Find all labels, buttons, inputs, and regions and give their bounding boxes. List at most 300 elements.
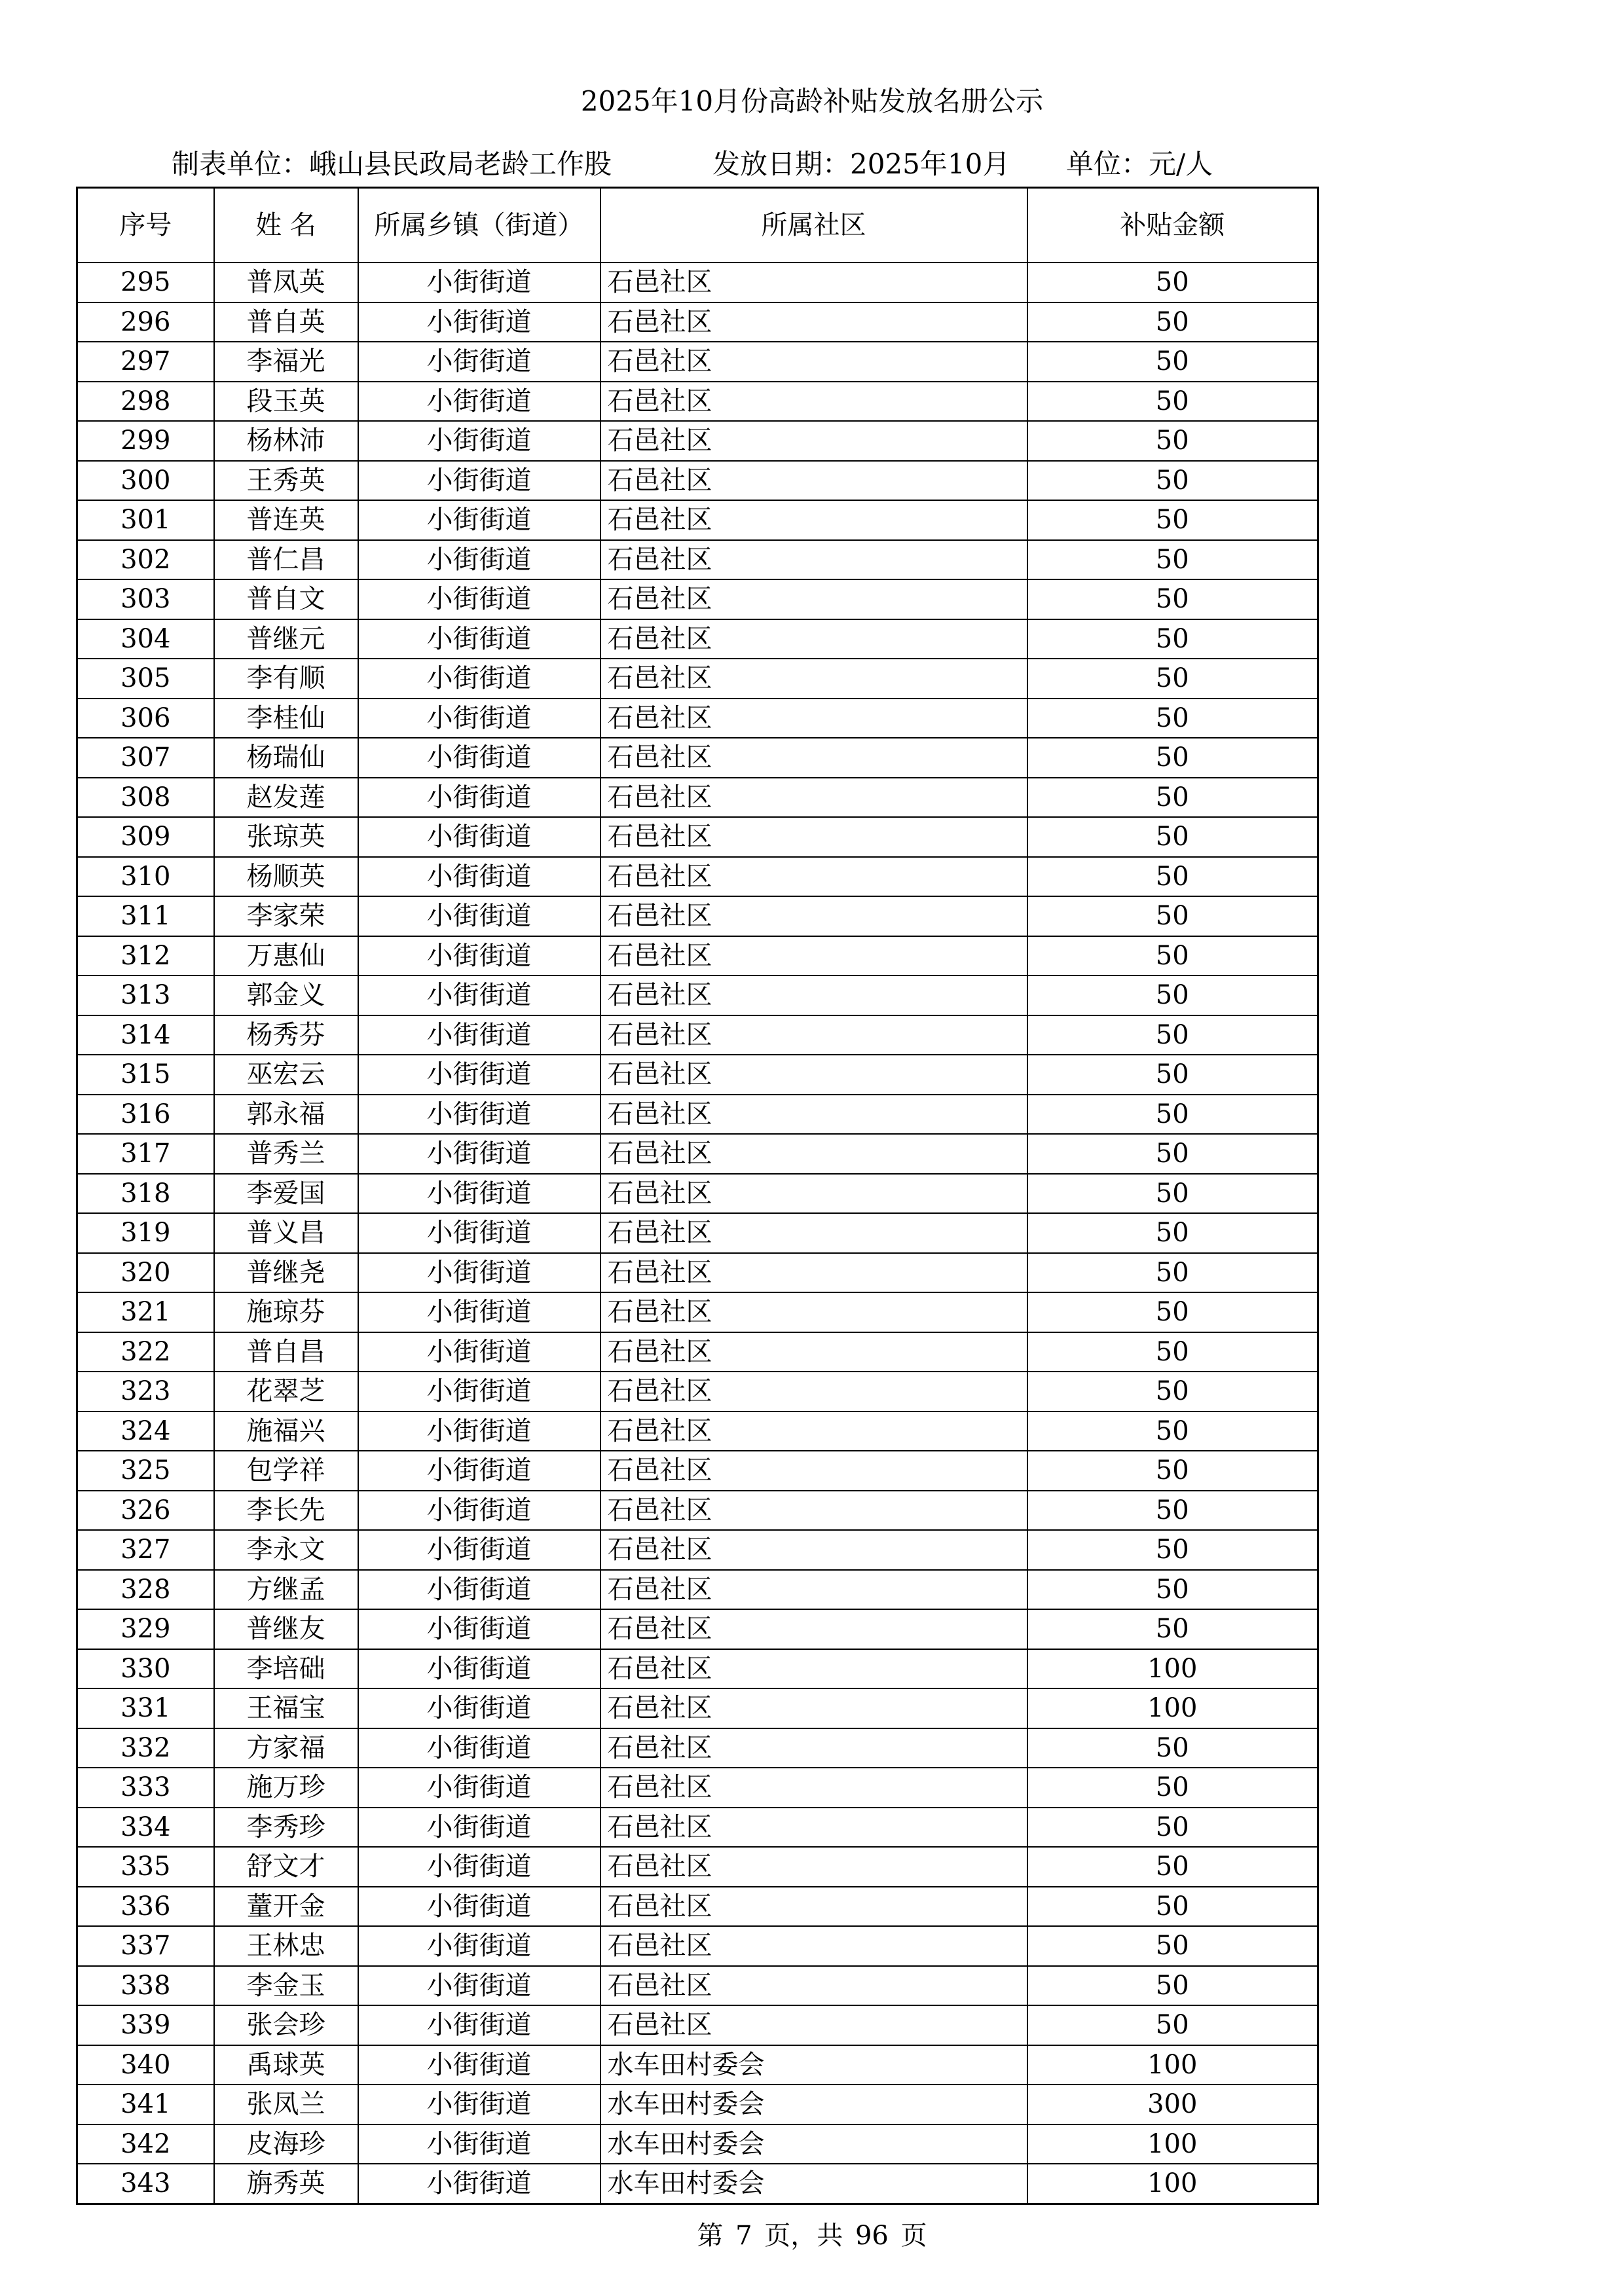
table-row <box>77 1728 1318 1768</box>
table-row <box>77 342 1318 382</box>
table-row <box>77 1213 1318 1253</box>
serial-number-cell: 310 <box>77 857 214 897</box>
serial-number-cell: 331 <box>77 1688 214 1728</box>
community-cell: 水车田村委会 <box>600 2124 1027 2164</box>
subsidy-amount-cell: 50 <box>1027 738 1318 778</box>
community-cell: 石邑社区 <box>600 1847 1027 1887</box>
table-row <box>77 1451 1318 1491</box>
name-cell: 张凤兰 <box>214 2085 358 2124</box>
table-row <box>77 1887 1318 1927</box>
name-cell: 方继孟 <box>214 1570 358 1610</box>
table-row <box>77 1015 1318 1055</box>
township-cell: 小街街道 <box>358 1332 600 1372</box>
name-cell: 蕫开金 <box>214 1887 358 1927</box>
table-row <box>77 1055 1318 1095</box>
header-serial-number: 序号 <box>77 188 214 263</box>
township-cell: 小街街道 <box>358 778 600 818</box>
name-cell: 杨林沛 <box>214 421 358 461</box>
community-cell: 石邑社区 <box>600 896 1027 936</box>
serial-number-cell: 314 <box>77 1015 214 1055</box>
subsidy-amount-cell: 50 <box>1027 500 1318 540</box>
name-cell: 施琼芬 <box>214 1292 358 1332</box>
name-cell: 李永文 <box>214 1530 358 1570</box>
table-row <box>77 302 1318 342</box>
township-cell: 小街街道 <box>358 817 600 857</box>
table-row <box>77 1253 1318 1293</box>
community-cell: 石邑社区 <box>600 1926 1027 1966</box>
subsidy-amount-cell: 50 <box>1027 1609 1318 1649</box>
township-cell: 小街街道 <box>358 1372 600 1412</box>
township-cell: 小街街道 <box>358 1728 600 1768</box>
township-cell: 小街街道 <box>358 975 600 1015</box>
township-cell: 小街街道 <box>358 1412 600 1451</box>
township-cell: 小街街道 <box>358 659 600 699</box>
table-row <box>77 659 1318 699</box>
table-row <box>77 421 1318 461</box>
table-row <box>77 1768 1318 1808</box>
table-row <box>77 2045 1318 2085</box>
document-title: 2025年10月份高龄补贴发放名册公示 <box>580 85 1044 117</box>
community-cell: 石邑社区 <box>600 1055 1027 1095</box>
community-cell: 石邑社区 <box>600 263 1027 302</box>
community-cell: 石邑社区 <box>600 1015 1027 1055</box>
serial-number-cell: 335 <box>77 1847 214 1887</box>
community-cell: 水车田村委会 <box>600 2045 1027 2085</box>
township-cell: 小街街道 <box>358 1847 600 1887</box>
table-row <box>77 619 1318 659</box>
serial-number-cell: 319 <box>77 1213 214 1253</box>
subsidy-amount-cell: 50 <box>1027 1095 1318 1135</box>
serial-number-cell: 333 <box>77 1768 214 1808</box>
name-cell: 李培础 <box>214 1649 358 1689</box>
community-cell: 石邑社区 <box>600 1451 1027 1491</box>
table-row <box>77 817 1318 857</box>
township-cell: 小街街道 <box>358 1887 600 1927</box>
table-row <box>77 1808 1318 1848</box>
name-cell: 赵发莲 <box>214 778 358 818</box>
name-cell: 李桂仙 <box>214 699 358 738</box>
name-cell: 花翠芝 <box>214 1372 358 1412</box>
name-cell: 施福兴 <box>214 1412 358 1451</box>
subsidy-amount-cell: 50 <box>1027 699 1318 738</box>
subsidy-amount-cell: 50 <box>1027 659 1318 699</box>
subsidy-amount-cell: 50 <box>1027 857 1318 897</box>
community-cell: 石邑社区 <box>600 461 1027 501</box>
name-cell: 段玉英 <box>214 382 358 422</box>
serial-number-cell: 325 <box>77 1451 214 1491</box>
name-cell: 巫宏云 <box>214 1055 358 1095</box>
community-cell: 石邑社区 <box>600 659 1027 699</box>
township-cell: 小街街道 <box>358 699 600 738</box>
subsidy-amount-cell: 100 <box>1027 2164 1318 2204</box>
subsidy-amount-cell: 50 <box>1027 1887 1318 1927</box>
community-cell: 石邑社区 <box>600 619 1027 659</box>
table-row <box>77 1649 1318 1689</box>
table-row <box>77 1688 1318 1728</box>
name-cell: 李福光 <box>214 342 358 382</box>
subsidy-amount-cell: 50 <box>1027 1213 1318 1253</box>
township-cell: 小街街道 <box>358 500 600 540</box>
name-cell: 万惠仙 <box>214 936 358 976</box>
community-cell: 石邑社区 <box>600 738 1027 778</box>
subsidy-amount-cell: 50 <box>1027 1966 1318 2006</box>
name-cell: 郭金义 <box>214 975 358 1015</box>
serial-number-cell: 341 <box>77 2085 214 2124</box>
table-row <box>77 382 1318 422</box>
table-row <box>77 263 1318 302</box>
community-cell: 石邑社区 <box>600 1134 1027 1174</box>
name-cell: 杨瑞仙 <box>214 738 358 778</box>
table-row <box>77 2085 1318 2124</box>
community-cell: 石邑社区 <box>600 1292 1027 1332</box>
subsidy-amount-cell: 50 <box>1027 1926 1318 1966</box>
subsidy-amount-cell: 50 <box>1027 302 1318 342</box>
table-row <box>77 896 1318 936</box>
community-cell: 石邑社区 <box>600 1412 1027 1451</box>
header-community: 所属社区 <box>600 188 1027 263</box>
serial-number-cell: 326 <box>77 1491 214 1531</box>
community-cell: 石邑社区 <box>600 302 1027 342</box>
township-cell: 小街街道 <box>358 1292 600 1332</box>
township-cell: 小街街道 <box>358 1134 600 1174</box>
community-cell: 石邑社区 <box>600 817 1027 857</box>
name-cell: 王秀英 <box>214 461 358 501</box>
township-cell: 小街街道 <box>358 1095 600 1135</box>
township-cell: 小街街道 <box>358 1253 600 1293</box>
serial-number-cell: 301 <box>77 500 214 540</box>
township-cell: 小街街道 <box>358 2045 600 2085</box>
community-cell: 石邑社区 <box>600 1213 1027 1253</box>
table-row <box>77 1292 1318 1332</box>
township-cell: 小街街道 <box>358 421 600 461</box>
community-cell: 石邑社区 <box>600 1332 1027 1372</box>
serial-number-cell: 302 <box>77 540 214 580</box>
community-cell: 石邑社区 <box>600 1095 1027 1135</box>
serial-number-cell: 299 <box>77 421 214 461</box>
serial-number-cell: 303 <box>77 579 214 619</box>
table-row <box>77 1332 1318 1372</box>
table-row <box>77 699 1318 738</box>
header-township: 所属乡镇（街道） <box>358 188 600 263</box>
township-cell: 小街街道 <box>358 1808 600 1848</box>
subsidy-amount-cell: 50 <box>1027 1728 1318 1768</box>
township-cell: 小街街道 <box>358 2164 600 2204</box>
name-cell: 李有顺 <box>214 659 358 699</box>
community-cell: 石邑社区 <box>600 1570 1027 1610</box>
name-cell: 普凤英 <box>214 263 358 302</box>
table-row <box>77 2164 1318 2204</box>
serial-number-cell: 338 <box>77 1966 214 2006</box>
community-cell: 石邑社区 <box>600 579 1027 619</box>
subsidy-amount-cell: 100 <box>1027 1688 1318 1728</box>
table-row <box>77 1847 1318 1887</box>
subsidy-amount-cell: 50 <box>1027 936 1318 976</box>
serial-number-cell: 317 <box>77 1134 214 1174</box>
serial-number-cell: 311 <box>77 896 214 936</box>
subsidy-amount-cell: 100 <box>1027 2124 1318 2164</box>
township-cell: 小街街道 <box>358 1609 600 1649</box>
page-number: 第 7 页，共 96 页 <box>697 2221 927 2251</box>
subsidy-amount-cell: 50 <box>1027 1055 1318 1095</box>
township-cell: 小街街道 <box>358 1530 600 1570</box>
township-cell: 小街街道 <box>358 2124 600 2164</box>
subsidy-amount-cell: 50 <box>1027 1491 1318 1531</box>
name-cell: 施万珍 <box>214 1768 358 1808</box>
subsidy-amount-cell: 50 <box>1027 896 1318 936</box>
township-cell: 小街街道 <box>358 579 600 619</box>
serial-number-cell: 337 <box>77 1926 214 1966</box>
community-cell: 石邑社区 <box>600 500 1027 540</box>
serial-number-cell: 307 <box>77 738 214 778</box>
subsidy-amount-cell: 100 <box>1027 1649 1318 1689</box>
subsidy-amount-cell: 50 <box>1027 1332 1318 1372</box>
township-cell: 小街街道 <box>358 1451 600 1491</box>
serial-number-cell: 296 <box>77 302 214 342</box>
township-cell: 小街街道 <box>358 302 600 342</box>
table-row <box>77 2005 1318 2045</box>
table-row <box>77 1095 1318 1135</box>
name-cell: 普继友 <box>214 1609 358 1649</box>
serial-number-cell: 334 <box>77 1808 214 1848</box>
township-cell: 小街街道 <box>358 619 600 659</box>
serial-number-cell: 332 <box>77 1728 214 1768</box>
table-row <box>77 1966 1318 2006</box>
table-row <box>77 1609 1318 1649</box>
community-cell: 石邑社区 <box>600 1253 1027 1293</box>
community-cell: 石邑社区 <box>600 342 1027 382</box>
township-cell: 小街街道 <box>358 1491 600 1531</box>
subsidy-amount-cell: 50 <box>1027 1134 1318 1174</box>
table-row <box>77 1412 1318 1451</box>
name-cell: 包学祥 <box>214 1451 358 1491</box>
name-cell: 王林忠 <box>214 1926 358 1966</box>
name-cell: 郭永福 <box>214 1095 358 1135</box>
subsidy-amount-cell: 300 <box>1027 2085 1318 2124</box>
township-cell: 小街街道 <box>358 738 600 778</box>
community-cell: 石邑社区 <box>600 421 1027 461</box>
table-row <box>77 936 1318 976</box>
name-cell: 皮海珍 <box>214 2124 358 2164</box>
name-cell: 普连英 <box>214 500 358 540</box>
township-cell: 小街街道 <box>358 1768 600 1808</box>
table-row <box>77 857 1318 897</box>
community-cell: 石邑社区 <box>600 1728 1027 1768</box>
serial-number-cell: 322 <box>77 1332 214 1372</box>
serial-number-cell: 339 <box>77 2005 214 2045</box>
township-cell: 小街街道 <box>358 2085 600 2124</box>
community-cell: 石邑社区 <box>600 540 1027 580</box>
subsidy-amount-cell: 50 <box>1027 263 1318 302</box>
subsidy-amount-cell: 50 <box>1027 421 1318 461</box>
subsidy-amount-cell: 100 <box>1027 2045 1318 2085</box>
subsidy-amount-cell: 50 <box>1027 2005 1318 2045</box>
township-cell: 小街街道 <box>358 461 600 501</box>
serial-number-cell: 340 <box>77 2045 214 2085</box>
township-cell: 小街街道 <box>358 936 600 976</box>
community-cell: 水车田村委会 <box>600 2085 1027 2124</box>
township-cell: 小街街道 <box>358 1966 600 2006</box>
table-row <box>77 1491 1318 1531</box>
serial-number-cell: 328 <box>77 1570 214 1610</box>
township-cell: 小街街道 <box>358 1688 600 1728</box>
serial-number-cell: 304 <box>77 619 214 659</box>
serial-number-cell: 309 <box>77 817 214 857</box>
table-row <box>77 2124 1318 2164</box>
serial-number-cell: 313 <box>77 975 214 1015</box>
table-row <box>77 778 1318 818</box>
header-name: 姓 名 <box>214 188 358 263</box>
subsidy-amount-cell: 50 <box>1027 1451 1318 1491</box>
subsidy-amount-cell: 50 <box>1027 540 1318 580</box>
subsidy-roster-table <box>76 187 1319 2205</box>
header-subsidy-amount: 补贴金额 <box>1027 188 1318 263</box>
serial-number-cell: 329 <box>77 1609 214 1649</box>
community-cell: 石邑社区 <box>600 857 1027 897</box>
serial-number-cell: 320 <box>77 1253 214 1293</box>
serial-number-cell: 298 <box>77 382 214 422</box>
serial-number-cell: 327 <box>77 1530 214 1570</box>
subsidy-amount-cell: 50 <box>1027 1847 1318 1887</box>
table-row <box>77 1570 1318 1610</box>
community-cell: 石邑社区 <box>600 699 1027 738</box>
serial-number-cell: 308 <box>77 778 214 818</box>
name-cell: 方家福 <box>214 1728 358 1768</box>
table-row <box>77 738 1318 778</box>
serial-number-cell: 330 <box>77 1649 214 1689</box>
table-row <box>77 975 1318 1015</box>
serial-number-cell: 316 <box>77 1095 214 1135</box>
community-cell: 石邑社区 <box>600 936 1027 976</box>
subsidy-amount-cell: 50 <box>1027 619 1318 659</box>
township-cell: 小街街道 <box>358 1015 600 1055</box>
community-cell: 石邑社区 <box>600 1491 1027 1531</box>
subsidy-amount-cell: 50 <box>1027 778 1318 818</box>
name-cell: 普秀兰 <box>214 1134 358 1174</box>
serial-number-cell: 324 <box>77 1412 214 1451</box>
name-cell: 普自文 <box>214 579 358 619</box>
subsidy-amount-cell: 50 <box>1027 382 1318 422</box>
table-row <box>77 1134 1318 1174</box>
township-cell: 小街街道 <box>358 1174 600 1214</box>
community-cell: 石邑社区 <box>600 1688 1027 1728</box>
township-cell: 小街街道 <box>358 1055 600 1095</box>
serial-number-cell: 323 <box>77 1372 214 1412</box>
community-cell: 石邑社区 <box>600 1530 1027 1570</box>
community-cell: 石邑社区 <box>600 382 1027 422</box>
table-row <box>77 461 1318 501</box>
township-cell: 小街街道 <box>358 263 600 302</box>
name-cell: 杨顺英 <box>214 857 358 897</box>
table-row <box>77 1926 1318 1966</box>
serial-number-cell: 343 <box>77 2164 214 2204</box>
name-cell: 普义昌 <box>214 1213 358 1253</box>
name-cell: 禹球英 <box>214 2045 358 2085</box>
subsidy-amount-cell: 50 <box>1027 1768 1318 1808</box>
community-cell: 石邑社区 <box>600 2005 1027 2045</box>
table-row <box>77 500 1318 540</box>
community-cell: 石邑社区 <box>600 1372 1027 1412</box>
community-cell: 石邑社区 <box>600 1768 1027 1808</box>
serial-number-cell: 321 <box>77 1292 214 1332</box>
table-row <box>77 579 1318 619</box>
township-cell: 小街街道 <box>358 342 600 382</box>
community-cell: 石邑社区 <box>600 1609 1027 1649</box>
subsidy-amount-cell: 50 <box>1027 579 1318 619</box>
township-cell: 小街街道 <box>358 896 600 936</box>
subsidy-amount-cell: 50 <box>1027 1570 1318 1610</box>
subsidy-amount-cell: 50 <box>1027 1292 1318 1332</box>
community-cell: 石邑社区 <box>600 1174 1027 1214</box>
subsidy-amount-cell: 50 <box>1027 1253 1318 1293</box>
serial-number-cell: 300 <box>77 461 214 501</box>
name-cell: 普自英 <box>214 302 358 342</box>
serial-number-cell: 306 <box>77 699 214 738</box>
serial-number-cell: 336 <box>77 1887 214 1927</box>
township-cell: 小街街道 <box>358 1213 600 1253</box>
table-header-row <box>77 188 1318 263</box>
subsidy-amount-cell: 50 <box>1027 817 1318 857</box>
subsidy-amount-cell: 50 <box>1027 1530 1318 1570</box>
name-cell: 普继尧 <box>214 1253 358 1293</box>
community-cell: 石邑社区 <box>600 975 1027 1015</box>
serial-number-cell: 295 <box>77 263 214 302</box>
community-cell: 石邑社区 <box>600 1649 1027 1689</box>
township-cell: 小街街道 <box>358 540 600 580</box>
table-row <box>77 1174 1318 1214</box>
table-body <box>77 263 1318 2204</box>
township-cell: 小街街道 <box>358 1649 600 1689</box>
name-cell: 杨秀芬 <box>214 1015 358 1055</box>
name-cell: 李爱国 <box>214 1174 358 1214</box>
serial-number-cell: 305 <box>77 659 214 699</box>
township-cell: 小街街道 <box>358 382 600 422</box>
subsidy-amount-cell: 50 <box>1027 1372 1318 1412</box>
serial-number-cell: 318 <box>77 1174 214 1214</box>
subsidy-amount-cell: 50 <box>1027 1174 1318 1214</box>
community-cell: 水车田村委会 <box>600 2164 1027 2204</box>
name-cell: 张会珍 <box>214 2005 358 2045</box>
subsidy-amount-cell: 50 <box>1027 461 1318 501</box>
name-cell: 李家荣 <box>214 896 358 936</box>
table-row <box>77 1530 1318 1570</box>
serial-number-cell: 312 <box>77 936 214 976</box>
subsidy-amount-cell: 50 <box>1027 975 1318 1015</box>
table-row <box>77 1372 1318 1412</box>
community-cell: 石邑社区 <box>600 1887 1027 1927</box>
name-cell: 王福宝 <box>214 1688 358 1728</box>
name-cell: 李秀珍 <box>214 1808 358 1848</box>
serial-number-cell: 342 <box>77 2124 214 2164</box>
name-cell: 张琼英 <box>214 817 358 857</box>
township-cell: 小街街道 <box>358 1926 600 1966</box>
name-cell: 舒文才 <box>214 1847 358 1887</box>
name-cell: 普仁昌 <box>214 540 358 580</box>
currency-unit-label: 单位：元/人 <box>1066 148 1213 180</box>
name-cell: 旃秀英 <box>214 2164 358 2204</box>
name-cell: 普继元 <box>214 619 358 659</box>
serial-number-cell: 315 <box>77 1055 214 1095</box>
name-cell: 李金玉 <box>214 1966 358 2006</box>
township-cell: 小街街道 <box>358 857 600 897</box>
community-cell: 石邑社区 <box>600 1808 1027 1848</box>
serial-number-cell: 297 <box>77 342 214 382</box>
subsidy-amount-cell: 50 <box>1027 342 1318 382</box>
name-cell: 普自昌 <box>214 1332 358 1372</box>
table-row <box>77 540 1318 580</box>
subsidy-amount-cell: 50 <box>1027 1412 1318 1451</box>
township-cell: 小街街道 <box>358 2005 600 2045</box>
subsidy-amount-cell: 50 <box>1027 1015 1318 1055</box>
